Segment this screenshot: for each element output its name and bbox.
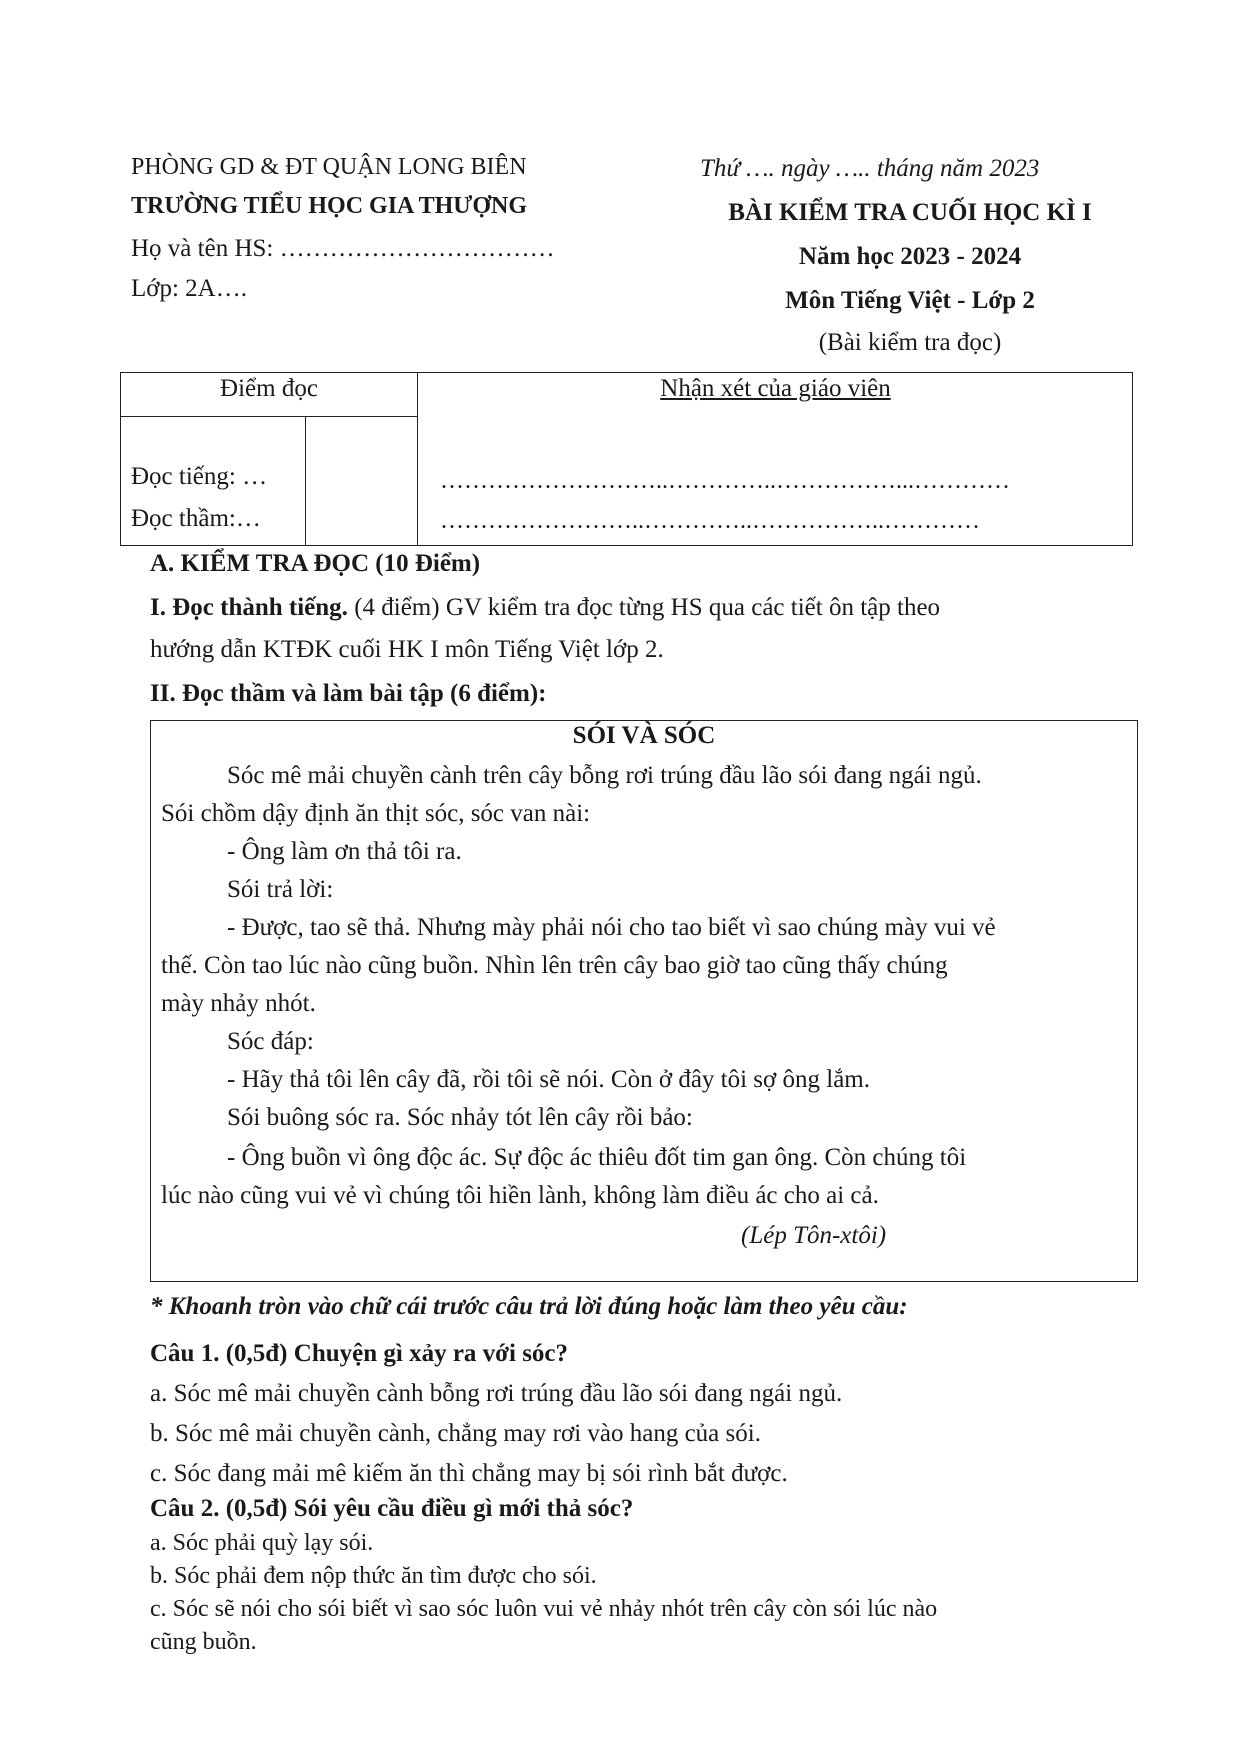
silent-reading-score: Đọc thầm:… [131, 505, 261, 532]
story-line: - Được, tao sẽ thả. Nhưng mày phải nói cho tao biết vì sao chúng mày vui vẻ [227, 914, 996, 941]
student-name-field: Họ và tên HS: …………………………… [131, 235, 555, 262]
question-1-option-a: a. Sóc mê mải chuyền cành bỗng rơi trúng đầu lão sói đang ngái ngủ. [150, 1380, 843, 1407]
teacher-comment-header: Nhận xét của giáo viên [660, 375, 891, 402]
date-line: Thứ …. ngày ….. tháng năm 2023 [700, 155, 1040, 182]
comment-line: ……………………..…………..……………..………… [440, 508, 980, 534]
story-title: SÓI VÀ SÓC [572, 722, 716, 749]
question-1-option-c: c. Sóc đang mải mê kiếm ăn thì chẳng may bị sói rình bắt được. [150, 1460, 788, 1487]
story-author: (Lép Tôn-xtôi) [741, 1222, 887, 1249]
part-1-text: (4 điểm) GV kiểm tra đọc từng HS qua các tiết ôn tập theo [347, 594, 941, 621]
story-line: Sóc mê mải chuyền cành trên cây bỗng rơi trúng đầu lão sói đang ngái ngủ. [227, 762, 982, 789]
story-line: Sói trả lời: [227, 876, 334, 903]
department-name: PHÒNG GD & ĐT QUẬN LONG BIÊN [131, 154, 527, 180]
story-line: - Ông buồn vì ông độc ác. Sự độc ác thiêu đốt tim gan ông. Còn chúng tôi [227, 1144, 967, 1171]
story-line: thế. Còn tao lúc nào cũng buồn. Nhìn lên trên cây bao giờ tao cũng thấy chúng [161, 952, 948, 979]
reading-aloud-score: Đọc tiếng: … [131, 463, 268, 490]
school-name: TRƯỜNG TIỂU HỌC GIA THƯỢNG [131, 193, 528, 219]
question-2-option-b: b. Sóc phải đem nộp thức ăn tìm được cho sói. [150, 1563, 597, 1589]
table-divider [305, 416, 306, 546]
story-line: - Ông làm ơn thả tôi ra. [227, 838, 462, 865]
part-1-line [150, 594, 940, 622]
part-1-label: I. Đọc thành tiếng. [150, 594, 348, 621]
table-divider [120, 416, 418, 417]
part-1-text-cont: hướng dẫn KTĐK cuối HK I môn Tiếng Việt lớp 2. [150, 636, 664, 663]
class-field: Lớp: 2A…. [131, 275, 247, 302]
question-2-option-c-cont: cũng buồn. [150, 1629, 257, 1655]
story-line: Sói chồm dậy định ăn thịt sóc, sóc van nài: [161, 800, 591, 827]
section-a-title: A. KIỂM TRA ĐỌC (10 Điểm) [150, 550, 481, 577]
story-line: Sóc đáp: [227, 1028, 314, 1055]
subject-title: Môn Tiếng Việt - Lớp 2 [785, 287, 1035, 314]
school-year: Năm học 2023 - 2024 [798, 243, 1022, 270]
question-2-option-a: a. Sóc phải quỳ lạy sói. [150, 1530, 374, 1556]
exam-title: BÀI KIỂM TRA CUỐI HỌC KÌ I [728, 199, 1092, 226]
question-2-title: Câu 2. (0,5đ) Sói yêu cầu điều gì mới thả sóc? [150, 1495, 634, 1522]
story-line: mày nhảy nhót. [161, 990, 316, 1017]
instruction: * Khoanh tròn vào chữ cái trước câu trả lời đúng hoặc làm theo yêu cầu: [150, 1293, 908, 1320]
story-line: Sói buông sóc ra. Sóc nhảy tót lên cây rồi bảo: [227, 1104, 693, 1131]
story-line: - Hãy thả tôi lên cây đã, rồi tôi sẽ nói. Còn ở đây tôi sợ ông lắm. [227, 1066, 870, 1093]
story-line: lúc nào cũng vui vẻ vì chúng tôi hiền lành, không làm điều ác cho ai cả. [161, 1182, 879, 1209]
exam-type: (Bài kiểm tra đọc) [818, 329, 1002, 356]
score-header: Điểm đọc [220, 375, 318, 402]
part-2-title: II. Đọc thầm và làm bài tập (6 điểm): [150, 680, 547, 707]
comment-line: ………………………..…………..……………...………… [440, 468, 1010, 494]
question-1-option-b: b. Sóc mê mải chuyền cành, chẳng may rơi vào hang của sói. [150, 1420, 761, 1447]
question-1-title: Câu 1. (0,5đ) Chuyện gì xảy ra với sóc? [150, 1340, 569, 1367]
question-2-option-c: c. Sóc sẽ nói cho sói biết vì sao sóc luôn vui vẻ nhảy nhót trên cây còn sói lúc nào [150, 1596, 938, 1622]
